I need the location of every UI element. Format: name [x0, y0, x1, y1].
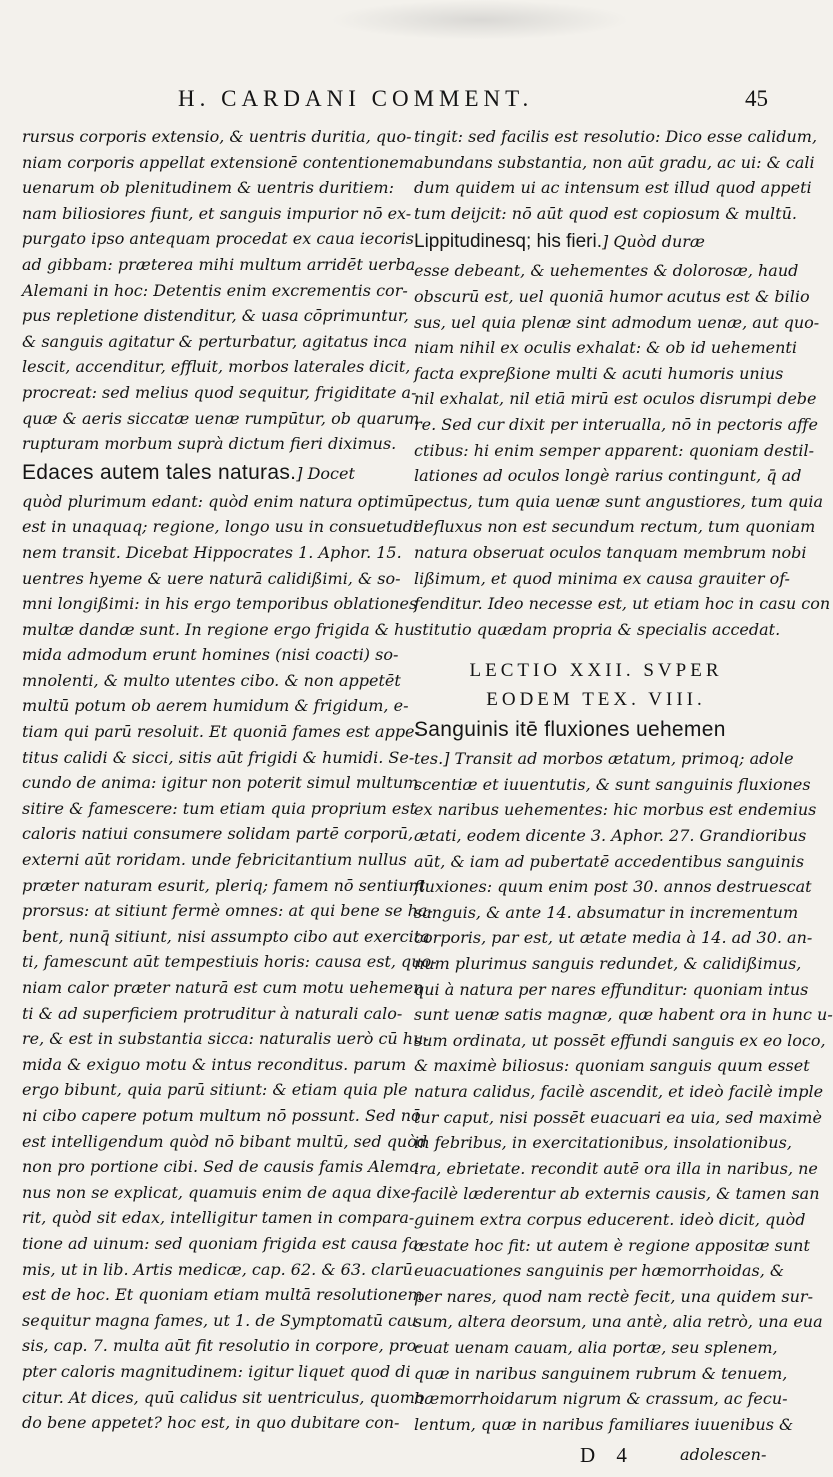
- lemma-phrase: Sanguinis itē fluxiones uehemen: [414, 718, 726, 742]
- text-line: facta expreßione multi & acuti humoris unius: [414, 363, 784, 383]
- paper-stain: [330, 0, 630, 40]
- text-line: euacuationes sanguinis per hæmorrhoidas, &: [414, 1261, 785, 1281]
- text-line: mis, ut in lib. Artis medicæ, cap. 62. & 63. clarū: [22, 1259, 413, 1279]
- text-line: rit, quòd sit edax, intelligitur tamen in compara-: [22, 1208, 415, 1228]
- text-line: uentres hyeme & uere naturā calidißimi, & so-: [22, 568, 401, 588]
- text-line: esse debeant, & uehementes & dolorosæ, haud: [414, 261, 799, 281]
- lemma-phrase: Edaces autem tales naturas.: [22, 460, 297, 484]
- text-line: æstate hoc fit: ut autem è regione appositæ sunt: [414, 1235, 810, 1255]
- text-line: citur. At dices, quū calidus sit uentriculus, quomo: [22, 1387, 425, 1407]
- text-line: sequitur magna fames, ut 1. de Symptomatū cau: [22, 1310, 417, 1330]
- text-line: mnolenti, & multo utentes cibo. & non appetēt: [22, 670, 401, 690]
- text-line: non pro portione cibi. Sed de causis famis Alema: [22, 1157, 419, 1177]
- text-line: ex naribus uehementes: hic morbus est endemius: [414, 800, 817, 820]
- text-line: natura obseruat oculos tanquam membrum nobi: [414, 542, 807, 562]
- text-line: tes.] Transit ad morbos ætatum, primoq; adole: [414, 749, 794, 769]
- text-line: tiam qui parū resoluit. Et quoniā fames est appe-: [22, 722, 420, 742]
- text-line: aūt, & iam ad pubertatē accedentibus sanguinis: [414, 851, 805, 871]
- text-line: re, & est in substantia sicca: naturalis uerò cū hu-: [22, 1029, 429, 1049]
- text-line: mida admodum erunt homines (nisi coacti) so-: [22, 645, 399, 665]
- text-line: tingit: sed facilis est resolutio: Dico esse calidum,: [414, 127, 818, 146]
- text-line: fenditur. Ideo necesse est, ut etiam hoc in casu con: [414, 594, 831, 614]
- text-line: niam calor præter naturā est cum motu uehemen: [22, 978, 424, 997]
- running-title: H. CARDANI COMMENT.: [178, 86, 534, 111]
- text-line: ni cibo capere potum multum nō possunt. Sed nō: [22, 1105, 421, 1125]
- lemma-line: [414, 714, 778, 746]
- text-line: qui à natura per nares effunditur: quoniam intus: [414, 979, 809, 999]
- text-line: sunt uenæ satis magnæ, quæ habent ora in hunc u-: [414, 1005, 833, 1025]
- text-line: obscurū est, uel quoniā humor acutus est & bilio: [414, 286, 810, 306]
- text-line: sus, uel quia plenæ sint admodum uenæ, aut quo-: [414, 312, 820, 332]
- text-line: est in unaquaq; regione, longo usu in consuetudi: [22, 517, 419, 537]
- text-line: nem transit. Dicebat Hippocrates 1. Aphor. 15.: [22, 542, 402, 562]
- text-line: nus non se explicat, quamuis enim de aqua dixe-: [22, 1182, 416, 1202]
- text-line: caloris natiui consumere solidam partē corporū,: [22, 824, 414, 844]
- text-line: defluxus non est secundum rectum, tum quoniam: [414, 517, 816, 537]
- text-line: niam corporis appellat extensionē contentionem: [22, 152, 414, 172]
- text-line: titus calidi & sicci, sitis aūt frigidi & humidi. Se-: [22, 747, 415, 767]
- text-line: externi aūt roridam. unde febricitantium nullus: [22, 850, 407, 870]
- text-line: scentiæ et iuuentutis, & sunt sanguinis fluxiones: [414, 774, 811, 794]
- text-line: facilè læderentur ab externis causis, & tamen san: [414, 1184, 820, 1204]
- text-line: pectus, tum quia uenæ sunt angustiores, tum quia: [414, 491, 824, 511]
- text-line: rupturam morbum suprà dictum fieri diximus.: [22, 434, 397, 454]
- text-line: quæ in naribus sanguinem rubrum & tenuem,: [414, 1363, 788, 1383]
- text-line: sum, altera deorsum, una antè, alia retrò, una eua: [414, 1312, 823, 1332]
- text-line: corporis, par est, ut ætate media à 14. ad 30. an-: [414, 928, 813, 948]
- text-line: natura calidus, facilè ascendit, et ideò facilè imple: [414, 1082, 824, 1101]
- text-line: cundo de anima: igitur non poterit simul multum: [22, 773, 419, 793]
- text-line: in febribus, in exercitationibus, insolationibus,: [414, 1133, 792, 1153]
- text-line: & maximè biliosus: quoniam sanguis quum esset: [414, 1056, 810, 1076]
- text-line: Alemani in hoc: Detentis enim excrementis cor-: [22, 280, 408, 300]
- text-line: lißimum, et quod minima ex causa grauiter of-: [414, 568, 790, 588]
- text-line: procreat: sed melius quod sequitur, frigiditate a-: [22, 382, 417, 402]
- left-column: [22, 124, 437, 1436]
- text-line: abundans substantia, non aūt gradu, ac ui: & cali: [414, 152, 815, 172]
- text-line: pter caloris magnitudinem: igitur liquet quod di: [22, 1361, 411, 1381]
- text-line: tur caput, nisi possēt euacuari ea uia, sed maximè: [414, 1107, 822, 1127]
- text-line: rursus corporis extensio, & uentris duritia, quo-: [22, 127, 412, 146]
- text-line: lationes ad oculos longè rarius contingunt, q̄ ad: [414, 466, 802, 486]
- text-line: est de hoc. Et quoniam etiam multā resolutionem: [22, 1285, 423, 1305]
- text-line: sis, cap. 7. multa aūt fit resolutio in corpore, pro-: [22, 1336, 422, 1356]
- text-line: uenarum ob plenitudinem & uentris duritiem:: [22, 178, 394, 198]
- text-line: tione ad uinum: sed quoniam frigida est causa fa-: [22, 1233, 424, 1253]
- text-line: hæmorrhoidarum nigrum & crassum, ac fecu-: [414, 1389, 788, 1409]
- text-line: multū potum ob aerem humidum & frigidum, e-: [22, 696, 409, 716]
- text-line: ti, famescunt aūt tempestiuis horis: causa est, quo-: [22, 952, 437, 972]
- text-line: ergo bibunt, quia parū sitiunt: & etiam quia ple: [22, 1080, 408, 1100]
- text-line: mni longißimi: in his ergo temporibus oblationes: [22, 594, 418, 614]
- text-line: præter naturam esurit, pleriq; famem nō sentiunt: [22, 875, 426, 895]
- text-line: nam biliosiores fiunt, et sanguis impurior nō ex-: [22, 203, 412, 223]
- text-line: mida & exiguo motu & intus reconditus. parum: [22, 1054, 407, 1074]
- text-line: sanguis, & ante 14. absumatur in incrementum: [414, 902, 799, 922]
- text-line: num plurimus sanguis redundet, & calidißimus,: [414, 954, 802, 974]
- text-line: ira, ebrietate. recondit autē ora illa in naribus, ne: [414, 1158, 818, 1178]
- text-line: ctibus: hi enim semper apparent: quoniam destil-: [414, 440, 814, 460]
- right-column: [414, 124, 833, 1437]
- text-line: sitire & famescere: tum etiam quia proprium est: [22, 798, 417, 818]
- text-line: do bene appetet? hoc est, in quo dubitare con-: [22, 1413, 400, 1433]
- text-line: re. Sed cur dixit per interualla, nō in pectoris affe: [414, 414, 818, 434]
- lemma-continuation: ] Docet: [296, 463, 355, 483]
- text-line: est intelligendum quòd nō bibant multū, sed quòd: [22, 1131, 428, 1151]
- catchword: adolescen-: [680, 1445, 767, 1464]
- text-line: purgato ipso antequam procedat ex caua iecoris: [22, 229, 414, 249]
- text-line: dum quidem ui ac intensum est illud quod appeti: [414, 178, 812, 198]
- text-line: fluxiones: quum enim post 30. annos destruescat: [414, 877, 812, 897]
- section-gap: [414, 642, 778, 656]
- text-line: lentum, quæ in naribus familiares iuuenibus &: [414, 1414, 794, 1434]
- text-line: lescit, accenditur, effluit, morbos laterales dicit,: [22, 357, 411, 377]
- lemma-phrase: Lippitudinesq; his fieri.: [414, 231, 602, 253]
- running-head: [0, 86, 800, 122]
- lemma-line: [414, 226, 778, 258]
- text-line: tum deijcit: nō aūt quod est copiosum & multū.: [414, 203, 797, 223]
- text-line: quòd plurimum edant: quòd enim natura optimū: [22, 491, 415, 511]
- text-line: per nares, quod nam rectè fecit, una quidem sur-: [414, 1286, 813, 1306]
- signature-mark: D 4: [580, 1443, 635, 1467]
- lectio-heading: EODEM TEX. VIII.: [486, 689, 706, 711]
- text-line: ti & ad superficiem protruditur à naturali calo-: [22, 1003, 403, 1023]
- page-number: 45: [745, 86, 768, 111]
- text-line: & sanguis agitatur & perturbatur, agitatus inca: [22, 331, 408, 351]
- text-line: quæ & aeris siccatæ uenæ rumpūtur, ob quarum: [22, 408, 420, 428]
- page-footer: [0, 1443, 800, 1473]
- text-line: ad gibbam: præterea mihi multum arridēt uerba: [22, 254, 416, 274]
- lectio-heading: LECTIO XXII. SVPER: [469, 660, 723, 682]
- text-line: niam nihil ex oculis exhalat: & ob id uehementi: [414, 338, 797, 358]
- text-line: multæ dandæ sunt. In regione ergo frigida & hu: [22, 619, 415, 639]
- text-line: prorsus: at sitiunt fermè omnes: at qui bene se ha-: [22, 901, 433, 921]
- text-line: bent, nunq̄ sitiunt, nisi assumpto cibo aut exercita: [22, 926, 430, 946]
- text-line: stitutio quædam propria & specialis accedat.: [414, 619, 781, 639]
- text-line: nil exhalat, nil etiā mirū est oculos disrumpi debe: [414, 389, 817, 409]
- lemma-continuation: ] Quòd duræ: [602, 232, 705, 252]
- text-line: guinem extra corpus educerent. ideò dicit, quòd: [414, 1209, 806, 1229]
- text-line: sum ordinata, ut possēt effundi sanguis ex eo loco,: [414, 1030, 826, 1050]
- text-line: ætati, eodem dicente 3. Aphor. 27. Grandioribus: [414, 826, 807, 846]
- text-line: pus repletione distenditur, & uasa cōprimuntur,: [22, 306, 409, 326]
- lemma-line: [22, 457, 390, 489]
- text-line: cuat uenam cauam, alia portæ, seu splenem,: [414, 1337, 778, 1357]
